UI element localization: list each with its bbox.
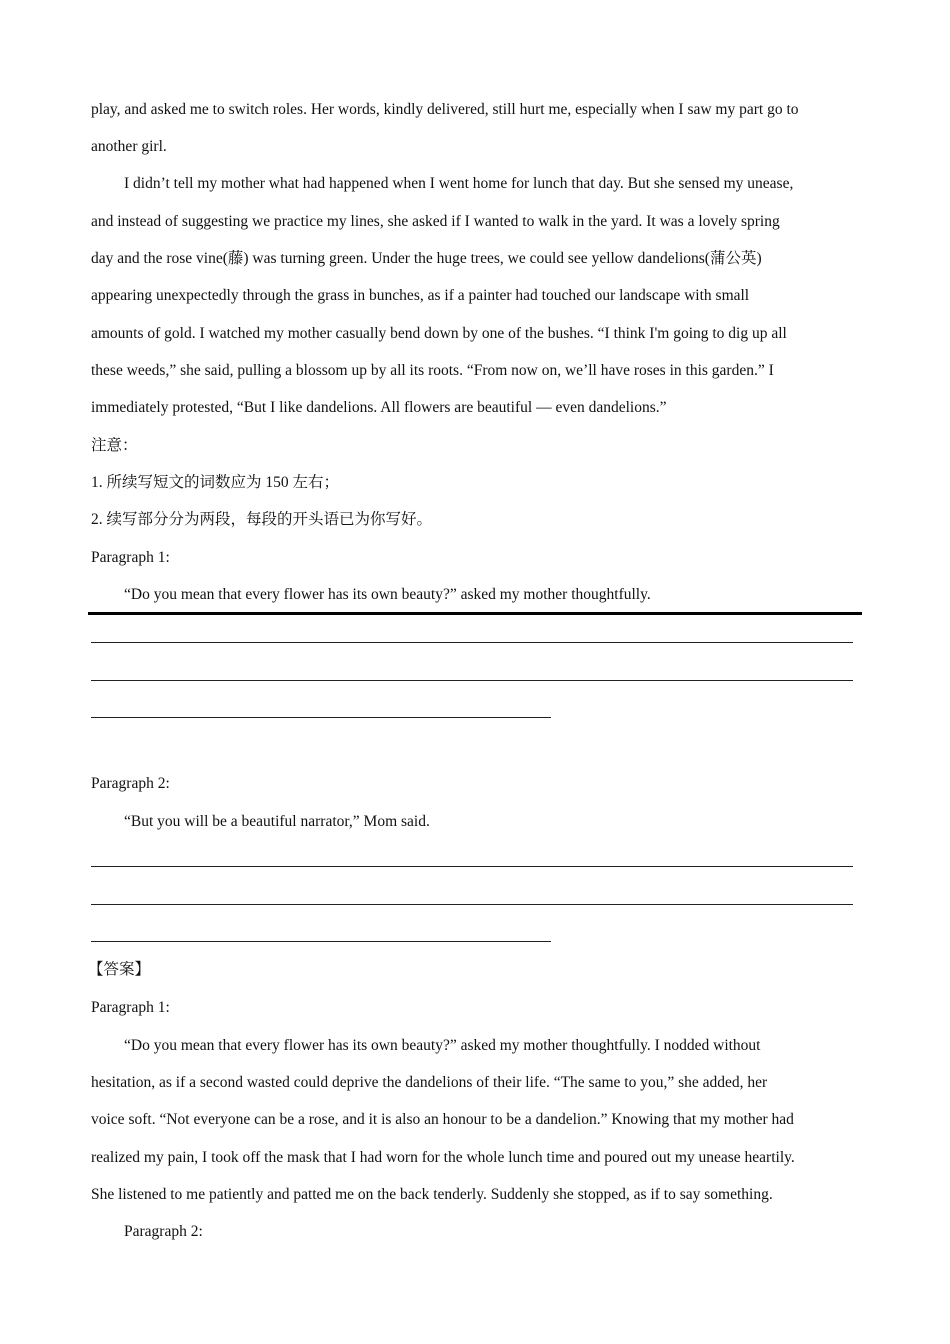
story-line: I didn’t tell my mother what had happened when I went home for lunch that day. But she sensed my unease, bbox=[124, 175, 794, 192]
answer-paragraph1-label: Paragraph 1: bbox=[91, 999, 170, 1016]
story-line: immediately protested, “But I like dandelions. All flowers are beautiful — even dandelions.” bbox=[91, 399, 667, 416]
story-line: appearing unexpectedly through the grass in bunches, as if a painter had touched our landscape with small bbox=[91, 287, 750, 304]
note-item: 2. 续写部分分为两段，每段的开头语已为你写好。 bbox=[91, 511, 433, 528]
answer-line: “Do you mean that every flower has its own beauty?” asked my mother thoughtfully. I nodded without bbox=[124, 1037, 761, 1054]
writing-line[interactable] bbox=[91, 642, 853, 643]
writing-line[interactable] bbox=[91, 941, 551, 942]
writing-line[interactable] bbox=[91, 866, 853, 867]
writing-line[interactable] bbox=[91, 904, 853, 905]
note-item: 1. 所续写短文的词数应为 150 左右； bbox=[91, 474, 340, 491]
story-line: and instead of suggesting we practice my lines, she asked if I wanted to walk in the yard. It was a lovely spring bbox=[91, 213, 780, 230]
writing-line[interactable] bbox=[91, 717, 551, 718]
answer-line: realized my pain, I took off the mask that I had worn for the whole lunch time and poured out my unease heartily. bbox=[91, 1149, 795, 1166]
story-line: another girl. bbox=[91, 138, 167, 155]
writing-line[interactable] bbox=[91, 680, 853, 681]
paragraph2-opening: “But you will be a beautiful narrator,” Mom said. bbox=[124, 813, 430, 830]
answer-paragraph2-label: Paragraph 2: bbox=[124, 1223, 203, 1240]
answer-line: hesitation, as if a second wasted could deprive the dandelions of their life. “The same to you,” she added, her bbox=[91, 1074, 768, 1091]
answer-heading: 【答案】 bbox=[88, 961, 151, 978]
story-line: play, and asked me to switch roles. Her words, kindly delivered, still hurt me, especially when I saw my part go to bbox=[91, 101, 799, 118]
paragraph1-opening: “Do you mean that every flower has its own beauty?” asked my mother thoughtfully. bbox=[124, 586, 651, 603]
answer-line: voice soft. “Not everyone can be a rose, and it is also an honour to be a dandelion.” Knowing that my mother had bbox=[91, 1111, 794, 1128]
notes-heading: 注意： bbox=[91, 437, 138, 454]
paragraph1-label: Paragraph 1: bbox=[91, 549, 170, 566]
answer-line: She listened to me patiently and patted me on the back tenderly. Suddenly she stopped, as if to say something. bbox=[91, 1186, 773, 1203]
story-line: amounts of gold. I watched my mother casually bend down by one of the bushes. “I think I'm going to dig up all bbox=[91, 325, 787, 342]
story-line: these weeds,” she said, pulling a blossom up by all its roots. “From now on, we’ll have roses in this garden.” I bbox=[91, 362, 774, 379]
story-line: day and the rose vine(藤) was turning green. Under the huge trees, we could see yellow dandelions(蒲公英) bbox=[91, 250, 762, 267]
paragraph2-label: Paragraph 2: bbox=[91, 775, 170, 792]
section-divider bbox=[88, 612, 862, 615]
